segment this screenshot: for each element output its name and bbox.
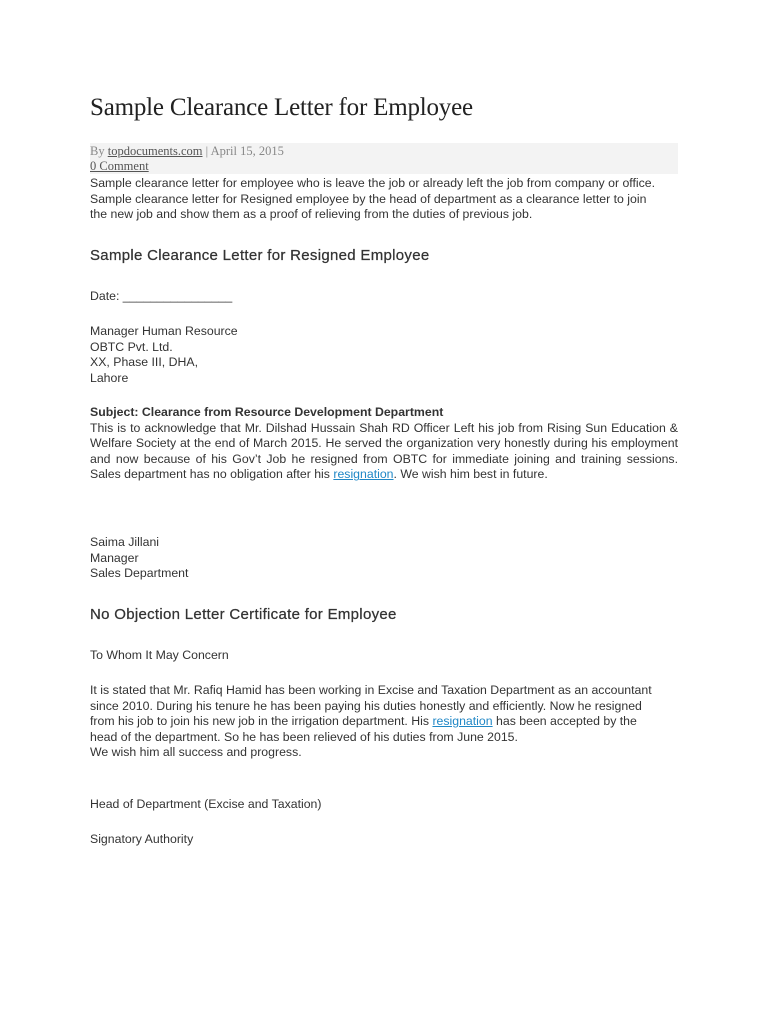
- signatory-line: Signatory Authority: [90, 832, 194, 846]
- byline-separator: |: [205, 144, 209, 158]
- address-line: Lahore: [90, 370, 129, 385]
- department-line: Head of Department (Excise and Taxation): [90, 797, 322, 811]
- salutation: To Whom It May Concern: [90, 648, 229, 662]
- comments-link[interactable]: 0 Comment: [90, 159, 149, 173]
- author-link[interactable]: topdocuments.com: [107, 144, 203, 158]
- recipient-address: [90, 324, 678, 386]
- signature-block: [90, 535, 678, 582]
- address-line: Manager Human Resource: [90, 324, 238, 338]
- resignation-link[interactable]: resignation: [432, 714, 493, 729]
- section-heading-noc: No Objection Letter Certificate for Employee: [90, 606, 397, 623]
- date-line: Date: ________________: [90, 289, 233, 303]
- section-heading-clearance: Sample Clearance Letter for Resigned Employee: [90, 247, 430, 264]
- page-title: Sample Clearance Letter for Employee: [90, 94, 473, 121]
- letter-body-text: This is to acknowledge that Mr. Dilshad Hussain Shah RD Officer Left his job from Rising Sun Education & Welfare Society at the end of March 2015. He served the organization very honestly during his employment and now because of his Gov’t Job he resigned from OBTC for immediate joining and training sessions. Sales department has no obligation after his: [90, 420, 678, 482]
- signatory-title: Manager: [90, 550, 139, 565]
- noc-body-text: It is stated that Mr. Rafiq Hamid has been working in Excise and Taxation Department as an accountant since 2010. During his tenure he has been paying his duties honestly and efficiently. Now he resigned from his job to join his new job in the irrigation department. His: [90, 683, 652, 729]
- closing-wish: We wish him all success and progress.: [90, 745, 302, 760]
- post-date: April 15, 2015: [210, 144, 284, 158]
- letter-body-noc: [90, 683, 662, 761]
- intro-paragraph: Sample clearance letter for employee who is leave the job or already left the job from company or office. Sample clearance letter for Resigned employee by the head of department as a clearance letter to join the new job and show them as a proof of relieving from the duties of previous job.: [90, 176, 656, 222]
- signatory-name: Saima Jillani: [90, 535, 160, 549]
- post-meta-bar: [90, 143, 678, 174]
- signatory-department: Sales Department: [90, 566, 189, 581]
- address-line: XX, Phase III, DHA,: [90, 355, 198, 370]
- address-line: OBTC Pvt. Ltd.: [90, 339, 173, 354]
- byline-prefix: By: [90, 144, 105, 158]
- resignation-link[interactable]: resignation: [333, 467, 394, 482]
- letter-subject: Subject: Clearance from Resource Development Department: [90, 405, 444, 419]
- letter-body-text-end: . We wish him best in future.: [393, 467, 548, 482]
- noc-body-text-end: has been accepted by the head of the department. So he has been relieved of his duties from June 2015.: [90, 714, 637, 744]
- letter-body-clearance: [90, 405, 678, 483]
- byline: [90, 144, 284, 159]
